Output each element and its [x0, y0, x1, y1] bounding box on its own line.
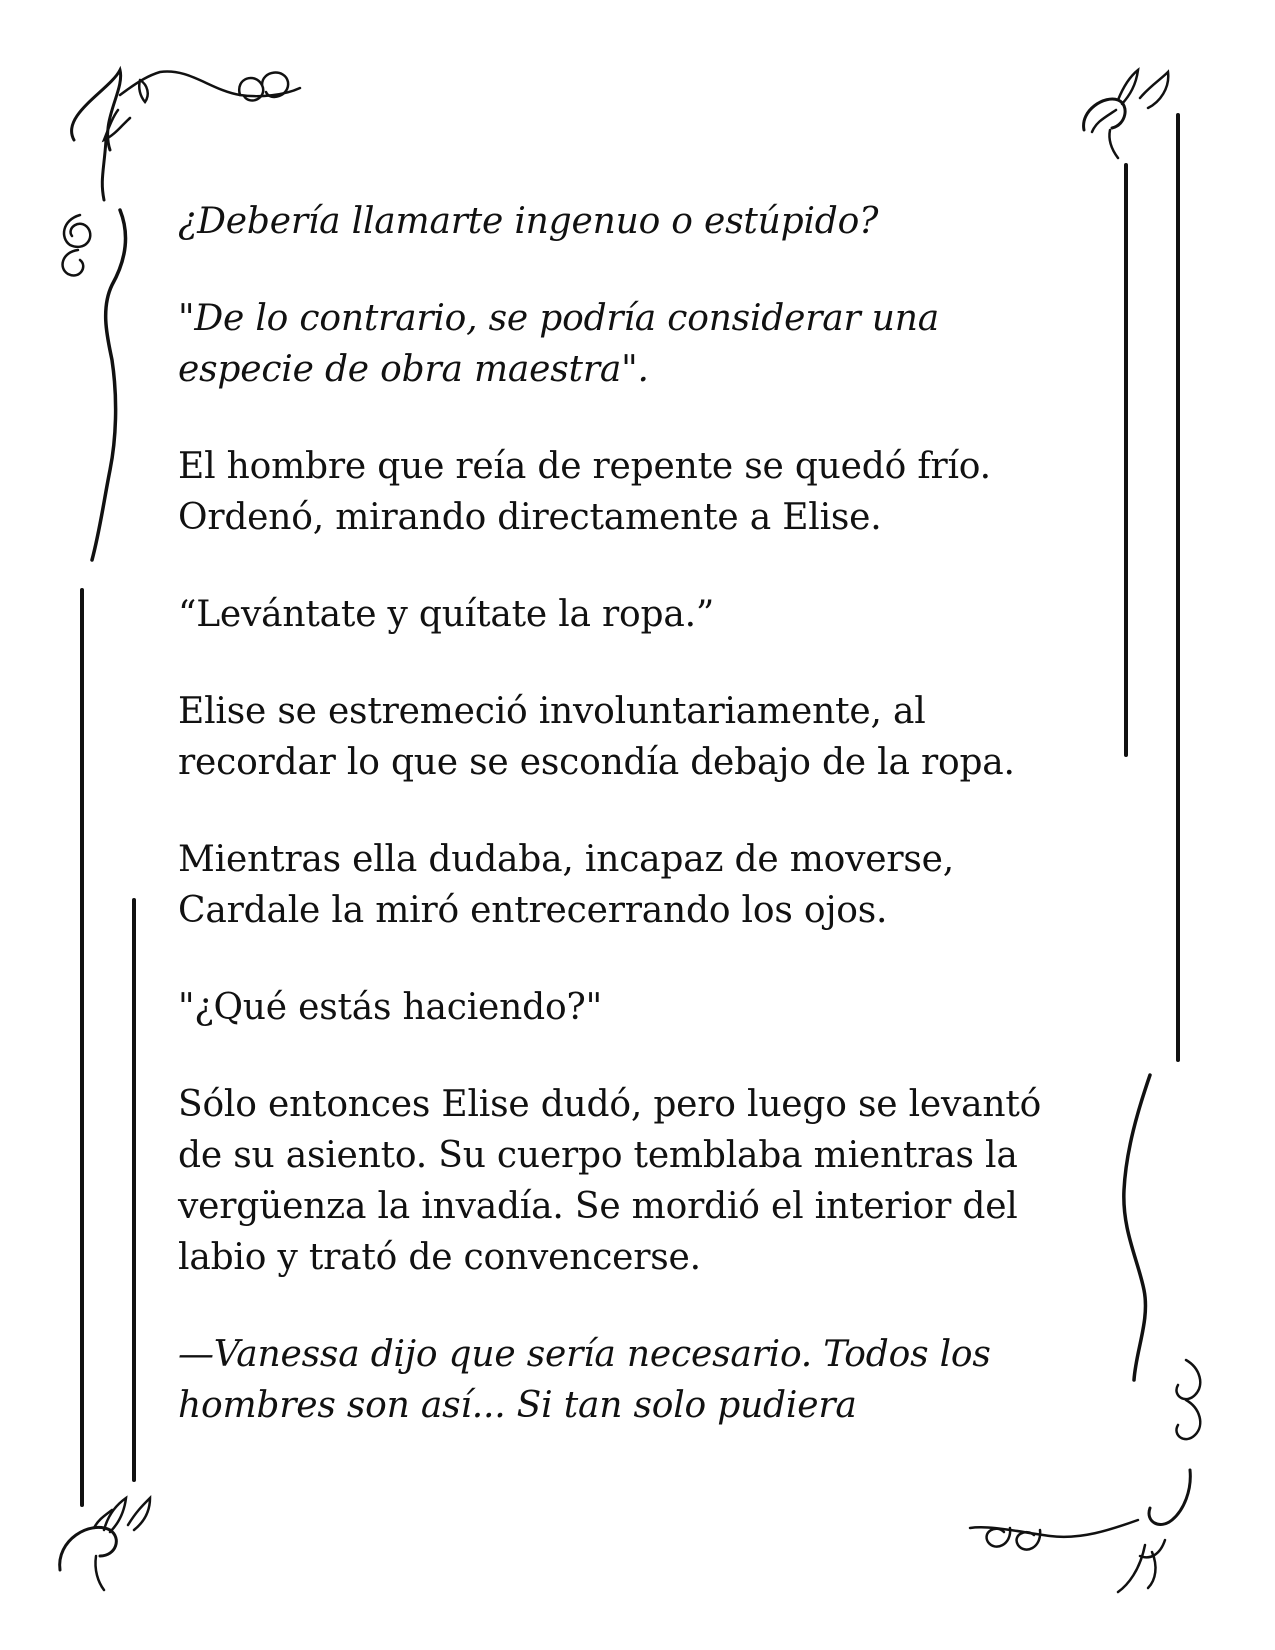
paragraph [178, 1079, 1078, 1283]
text-line: vergüenza la invadía. Se mordió el interior del [178, 1186, 1018, 1227]
text-line: Sólo entonces Elise dudó, pero luego se levantó [178, 1084, 1042, 1125]
text-line: especie de obra maestra". [178, 349, 649, 390]
text-line: recordar lo que se escondía debajo de la ropa. [178, 742, 1015, 783]
text-line: “Levántate y quítate la ropa.” [178, 594, 715, 635]
text-line: "¿Qué estás haciendo?" [178, 987, 602, 1028]
paragraph [178, 1329, 1078, 1431]
paragraph [178, 441, 1078, 543]
paragraph [178, 293, 1078, 395]
flourish-bottom-left-icon [60, 1498, 150, 1590]
text-line: de su asiento. Su cuerpo temblaba mientras la [178, 1135, 1018, 1176]
text-line: El hombre que reía de repente se quedó frío. [178, 446, 991, 487]
text-line: hombres son así... Si tan solo pudiera [178, 1385, 857, 1426]
text-line: —Vanessa dijo que sería necesario. Todos los [178, 1334, 991, 1375]
text-line: Elise se estremeció involuntariamente, al [178, 691, 926, 732]
paragraph [178, 686, 1078, 788]
paragraph [178, 982, 1078, 1033]
text-line: Cardale la miró entrecerrando los ojos. [178, 890, 888, 931]
text-line: Ordenó, mirando directamente a Elise. [178, 497, 882, 538]
flourish-top-right-icon [1084, 70, 1169, 158]
text-line: ¿Debería llamarte ingenuo o estúpido? [178, 201, 879, 242]
page-text [178, 196, 1078, 1477]
text-line: Mientras ella dudaba, incapaz de moverse, [178, 839, 955, 880]
paragraph [178, 834, 1078, 936]
text-line: "De lo contrario, se podría considerar una [178, 298, 939, 339]
paragraph [178, 589, 1078, 640]
paragraph [178, 196, 1078, 247]
text-line: labio y trató de convencerse. [178, 1237, 701, 1278]
